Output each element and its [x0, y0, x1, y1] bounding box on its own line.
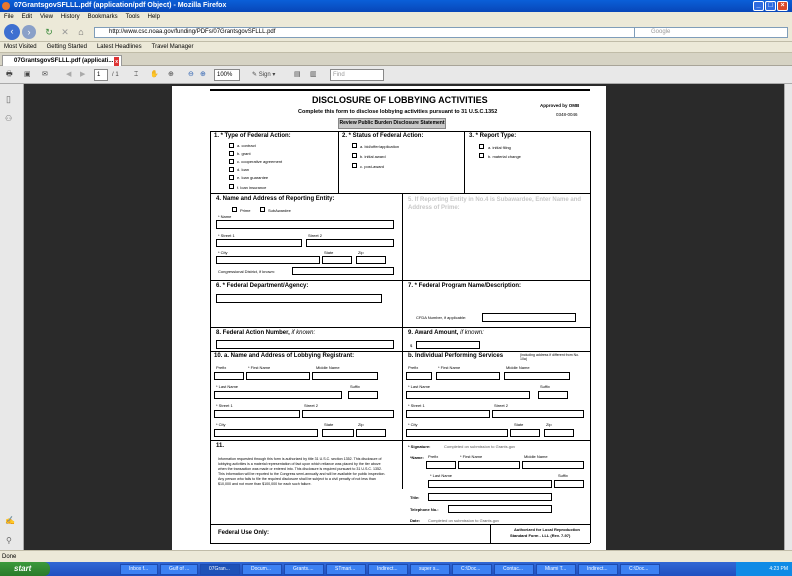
entity-zip-input[interactable] — [356, 256, 386, 264]
field-label: * City — [218, 250, 228, 255]
grid-line — [590, 131, 591, 543]
grid-line — [210, 280, 590, 281]
form-title: DISCLOSURE OF LOBBYING ACTIVITIES — [312, 95, 488, 105]
fit-page-icon[interactable]: ▤ — [294, 71, 301, 78]
back-button[interactable]: ‹ — [4, 24, 20, 40]
signature-value: Completed on submission to Grants.gov — [444, 444, 516, 449]
grid-line — [464, 131, 465, 193]
checkbox-label: a. bid/offer/application — [360, 144, 400, 149]
field-label: State — [324, 250, 334, 255]
registrant-city-input[interactable] — [214, 429, 318, 437]
clock: 4:23 PM — [769, 566, 788, 572]
close-button[interactable]: × — [777, 1, 788, 11]
field-label: Zip — [358, 250, 364, 255]
field-label: * Last Name — [408, 384, 431, 389]
checkbox-label: b. initial award — [360, 154, 386, 159]
entity-state-input[interactable] — [322, 256, 352, 264]
checkbox-contract[interactable] — [229, 143, 234, 148]
performer-middle-name-input[interactable] — [504, 372, 570, 380]
signer-middle-name-input[interactable] — [522, 461, 584, 469]
field-label: Zip — [358, 422, 364, 427]
firefox-icon — [2, 2, 10, 10]
status-bar — [0, 550, 792, 562]
menu-bar — [0, 12, 792, 22]
performer-first-name-input[interactable] — [436, 372, 500, 380]
hand-tool-icon[interactable]: ✋ — [150, 71, 159, 78]
section-11-label: 11. — [216, 443, 225, 449]
entity-street1-input[interactable] — [216, 239, 302, 247]
title-label: Title: — [410, 495, 420, 500]
bookmark-travel-manager[interactable]: Travel Manager — [151, 44, 194, 50]
taskbar-item[interactable]: Contac... — [494, 564, 534, 575]
checkbox-label: a. initial filing — [488, 145, 511, 150]
taskbar-item[interactable]: 07Gran... — [200, 564, 240, 575]
bookmark-getting-started[interactable]: Getting Started — [46, 44, 87, 50]
signer-suffix-input[interactable] — [554, 480, 584, 488]
signature-panel-icon[interactable]: ✍ — [5, 516, 15, 525]
search-input[interactable]: Google — [634, 27, 788, 38]
page-total: / 1 — [112, 72, 119, 78]
entity-street2-input[interactable] — [306, 239, 394, 247]
field-label: * Street 1 — [408, 403, 425, 408]
section-9-label — [408, 330, 484, 336]
taskbar-item[interactable]: STmari... — [326, 564, 366, 575]
checkbox-loan-insurance[interactable] — [229, 184, 234, 189]
reload-icon[interactable]: ↻ — [45, 27, 53, 37]
signer-telephone-input[interactable] — [448, 505, 552, 513]
performer-state-input[interactable] — [510, 429, 540, 437]
omb-label: Approved by OMB — [540, 103, 580, 108]
entity-name-input[interactable] — [216, 220, 394, 229]
checkbox-label: SubAwardee — [268, 208, 291, 213]
maximize-button[interactable]: □ — [765, 1, 776, 11]
field-label: * Name — [218, 214, 232, 219]
tab-close-icon[interactable]: x — [115, 59, 118, 65]
date-value: Completed on submission to Grants.gov — [428, 518, 500, 523]
performer-zip-input[interactable] — [544, 429, 574, 437]
section-10b-note: (including address if different from No. 10a) — [520, 353, 580, 361]
section-8-text: 8. Federal Action Number, — [216, 330, 290, 336]
bookmarks-toolbar — [0, 42, 792, 53]
federal-action-number-input[interactable] — [216, 340, 394, 349]
signature-label: * Signature: — [408, 444, 431, 449]
menu-help[interactable]: Help — [147, 14, 160, 20]
taskbar-item[interactable]: super s... — [410, 564, 450, 575]
save-icon[interactable]: ▣ — [24, 71, 31, 78]
zoom-out-icon[interactable]: ⊖ — [188, 71, 194, 78]
menu-edit[interactable]: Edit — [21, 14, 33, 20]
performer-city-input[interactable] — [406, 429, 508, 437]
checkbox-prime[interactable] — [232, 207, 237, 212]
registrant-zip-input[interactable] — [356, 429, 386, 437]
url-input[interactable]: http://www.csc.noaa.gov/funding/PDFs/07GrantsgovSFLLL.pdf — [94, 27, 646, 38]
signer-last-name-input[interactable] — [428, 480, 552, 488]
signer-prefix-input[interactable] — [426, 461, 456, 469]
taskbar-item[interactable]: Grants.... — [284, 564, 324, 575]
field-label: * First Name — [248, 365, 271, 370]
field-label: * First Name — [438, 365, 461, 370]
field-label: * City — [408, 422, 418, 427]
section-10a-label: 10. a. Name and Address of Lobbying Registrant: — [214, 353, 355, 359]
performer-street2-input[interactable] — [492, 410, 584, 418]
sign-button[interactable]: ✎ Sign ▾ — [252, 72, 276, 78]
taskbar-item[interactable]: C:\Doc... — [452, 564, 492, 575]
registrant-street2-input[interactable] — [302, 410, 394, 418]
taskbar-item[interactable]: Inbox f... — [120, 564, 158, 575]
select-tool-icon[interactable]: ⌶ — [134, 71, 139, 78]
section-5-label: 5. If Reporting Entity in No.4 is Subawardee, Enter Name and Address of Prime: — [408, 197, 582, 211]
window-title: 07GrantsgovSFLLL.pdf (application/pdf Object) - Mozilla Firefox — [14, 2, 227, 9]
next-page-icon[interactable]: ▶ — [80, 71, 86, 78]
signer-title-input[interactable] — [428, 493, 552, 501]
checkbox-initial-filing[interactable] — [479, 144, 484, 149]
field-label: Street 2 — [304, 403, 319, 408]
checkbox-label: f. loan insurance — [237, 185, 267, 190]
checkbox-label: b. grant — [237, 151, 251, 156]
grid-line — [210, 524, 590, 525]
taskbar-item[interactable]: Indirect... — [368, 564, 408, 575]
find-input[interactable]: Find — [330, 69, 384, 81]
field-label: * Street 1 — [216, 403, 233, 408]
grid-line — [490, 524, 491, 543]
checkbox-material-change[interactable] — [479, 153, 484, 158]
registrant-state-input[interactable] — [322, 429, 354, 437]
zoom-in-icon[interactable]: ⊕ — [200, 71, 206, 78]
top-rule — [210, 89, 590, 91]
page-number-input[interactable]: 1 — [94, 69, 108, 81]
bookmark-latest-headlines[interactable]: Latest Headlines — [96, 44, 142, 50]
review-burden-button[interactable]: Review Public Burden Disclosure Statement — [338, 118, 446, 129]
field-label: Suffix — [350, 384, 360, 389]
window-title-bar — [0, 0, 792, 12]
forward-button[interactable]: › — [22, 25, 36, 39]
grid-line — [210, 351, 590, 352]
telephone-label: Telephone No.: — [410, 507, 439, 512]
taskbar-item[interactable]: Indirect... — [578, 564, 618, 575]
field-label: Congressional District, if known: — [218, 269, 275, 274]
email-icon[interactable]: ✉ — [42, 71, 48, 78]
standard-form-label: Standard Form - LLL (Rev. 7-97) — [510, 533, 571, 538]
registrant-street1-input[interactable] — [214, 410, 300, 418]
section-7-label: 7. * Federal Program Name/Description: — [408, 283, 522, 289]
checkbox-label: a. contract — [237, 143, 256, 148]
checkbox-bid-offer[interactable] — [352, 143, 357, 148]
form-subtitle: Complete this form to disclose lobbying activities pursuant to 31 U.S.C.1352 — [298, 109, 498, 115]
section-2-label: 2. * Status of Federal Action: — [342, 133, 424, 139]
checkbox-subawardee[interactable] — [260, 207, 265, 212]
entity-congress-input[interactable] — [292, 267, 394, 275]
registrant-last-name-input[interactable] — [214, 391, 342, 399]
registrant-prefix-input[interactable] — [214, 372, 244, 380]
menu-history[interactable]: History — [60, 14, 80, 20]
field-label: Middle Name — [524, 454, 548, 459]
performer-street1-input[interactable] — [406, 410, 490, 418]
print-icon[interactable]: 🖶 — [6, 71, 13, 78]
checkbox-loan[interactable] — [229, 167, 234, 172]
section-9-text: 9. Award Amount, — [408, 330, 459, 336]
field-label: Suffix — [540, 384, 550, 389]
omb-number: 0348-0046 — [556, 112, 578, 117]
field-label: * First Name — [460, 454, 483, 459]
taskbar-item[interactable]: C:\Doc... — [620, 564, 660, 575]
registrant-suffix-input[interactable] — [348, 391, 378, 399]
field-label: * Street 1 — [218, 233, 235, 238]
date-label: Date: — [410, 518, 421, 523]
field-label: Street 2 — [494, 403, 509, 408]
menu-view[interactable]: View — [40, 14, 53, 20]
checkbox-cooperative-agreement[interactable] — [229, 159, 234, 164]
performer-suffix-input[interactable] — [538, 391, 568, 399]
performer-last-name-input[interactable] — [406, 391, 530, 399]
attachments-icon[interactable]: ⚇ — [5, 114, 13, 123]
cfda-number-input[interactable] — [482, 313, 576, 322]
field-label: Prefix — [408, 365, 419, 370]
field-label: Prefix — [216, 365, 227, 370]
grid-line — [338, 131, 339, 193]
field-label: Zip — [546, 422, 552, 427]
field-label: * Last Name — [430, 473, 453, 478]
home-icon[interactable]: ⌂ — [78, 27, 84, 37]
performer-prefix-input[interactable] — [406, 372, 432, 380]
dollar-sign: $ — [410, 343, 413, 348]
minimize-button[interactable]: _ — [753, 1, 764, 11]
field-label: * Last Name — [216, 384, 239, 389]
section-10b-label: b. Individual Performing Services — [408, 353, 504, 359]
zoom-select[interactable]: 100% — [214, 69, 240, 81]
field-label: CFDA Number, if applicable: — [416, 315, 467, 320]
field-label: Middle Name — [506, 365, 530, 370]
grid-line — [210, 327, 590, 328]
field-label: Prefix — [428, 454, 439, 459]
name-label: *Name: — [410, 455, 424, 460]
field-label: * City — [216, 422, 226, 427]
federal-agency-input[interactable] — [216, 294, 382, 303]
checkbox-post-award[interactable] — [352, 163, 357, 168]
checkbox-loan-guarantee[interactable] — [229, 175, 234, 180]
entity-city-input[interactable] — [216, 256, 320, 264]
paperclip-icon[interactable]: ⚲ — [6, 536, 12, 545]
status-text: Done — [2, 554, 17, 560]
taskbar-item[interactable]: Gulf of ... — [160, 564, 198, 575]
grid-line — [210, 193, 590, 194]
field-label: State — [324, 422, 334, 427]
checkbox-label: b. material change — [488, 154, 521, 159]
checkbox-label: Prime — [240, 208, 251, 213]
taskbar-item[interactable]: Miami T... — [536, 564, 576, 575]
stop-icon[interactable]: ✕ — [61, 27, 69, 37]
checkbox-initial-award[interactable] — [352, 153, 357, 158]
section-3-label: 3. * Report Type: — [469, 133, 517, 139]
grid-line — [210, 543, 590, 544]
field-label: Street 2 — [308, 233, 323, 238]
section-11-text: Information requested through this form is authorized by title 31 U.S.C. section 1352. This disclosure of lobbying activities is a material representation of fact upon which reliance was placed by the tier above when the transaction was made or entered into. This disclosure is required pursuant to 31 U.S.C. 1352. This information will be reported to the Congress semi-annually and will be available for public inspection. Any person who fails to file the required disclosure shall be subject to a civil penalty of not less than $10,000 and not more than $100,000 for each such failure. — [218, 457, 386, 486]
grid-line — [210, 131, 590, 132]
section-6-label: 6. * Federal Department/Agency: — [216, 283, 309, 289]
field-label: Suffix — [558, 473, 568, 478]
menu-file[interactable]: File — [4, 14, 14, 20]
federal-use-label: Federal Use Only: — [218, 530, 270, 536]
field-label: State — [514, 422, 524, 427]
checkbox-label: c. post-award — [360, 164, 385, 169]
section-1-label: 1. * Type of Federal Action: — [214, 133, 291, 139]
checkbox-label: d. loan — [237, 167, 250, 172]
section-8-label — [216, 330, 315, 336]
start-button[interactable]: start — [0, 562, 50, 576]
fit-width-icon[interactable]: ▥ — [310, 71, 317, 78]
award-amount-input[interactable] — [416, 341, 480, 349]
section-8-known: if known: — [291, 330, 316, 336]
tab-pdf[interactable]: 07GrantsgovSFLLL.pdf (applicati... x — [2, 55, 122, 66]
section-4-label: 4. Name and Address of Reporting Entity: — [216, 196, 335, 202]
registrant-first-name-input[interactable] — [246, 372, 310, 380]
grid-line — [210, 440, 590, 441]
pages-panel-icon[interactable]: ▯ — [6, 94, 11, 104]
system-tray — [736, 562, 792, 576]
checkbox-label: c. cooperative agreement — [237, 159, 283, 164]
checkbox-label: e. loan guarantee — [237, 175, 269, 180]
signer-first-name-input[interactable] — [458, 461, 520, 469]
menu-bookmarks[interactable]: Bookmarks — [87, 14, 118, 20]
zoom-tool-icon[interactable]: ⊕ — [168, 71, 174, 78]
field-label: Middle Name — [316, 365, 340, 370]
section-9-known: if known: — [460, 330, 484, 336]
vertical-scrollbar[interactable] — [784, 84, 792, 550]
pdf-toolbar — [0, 66, 792, 84]
pdf-side-panel — [0, 84, 24, 550]
menu-tools[interactable]: Tools — [125, 14, 140, 20]
bookmark-most-visited[interactable]: Most Visited — [4, 44, 37, 50]
pdf-page — [172, 86, 606, 550]
authorized-label: Authorized for Local Reproduction — [514, 527, 580, 532]
taskbar-item[interactable]: Docum... — [242, 564, 282, 575]
grid-line — [402, 193, 403, 489]
registrant-middle-name-input[interactable] — [312, 372, 378, 380]
checkbox-grant[interactable] — [229, 151, 234, 156]
prev-page-icon[interactable]: ◀ — [66, 71, 72, 78]
